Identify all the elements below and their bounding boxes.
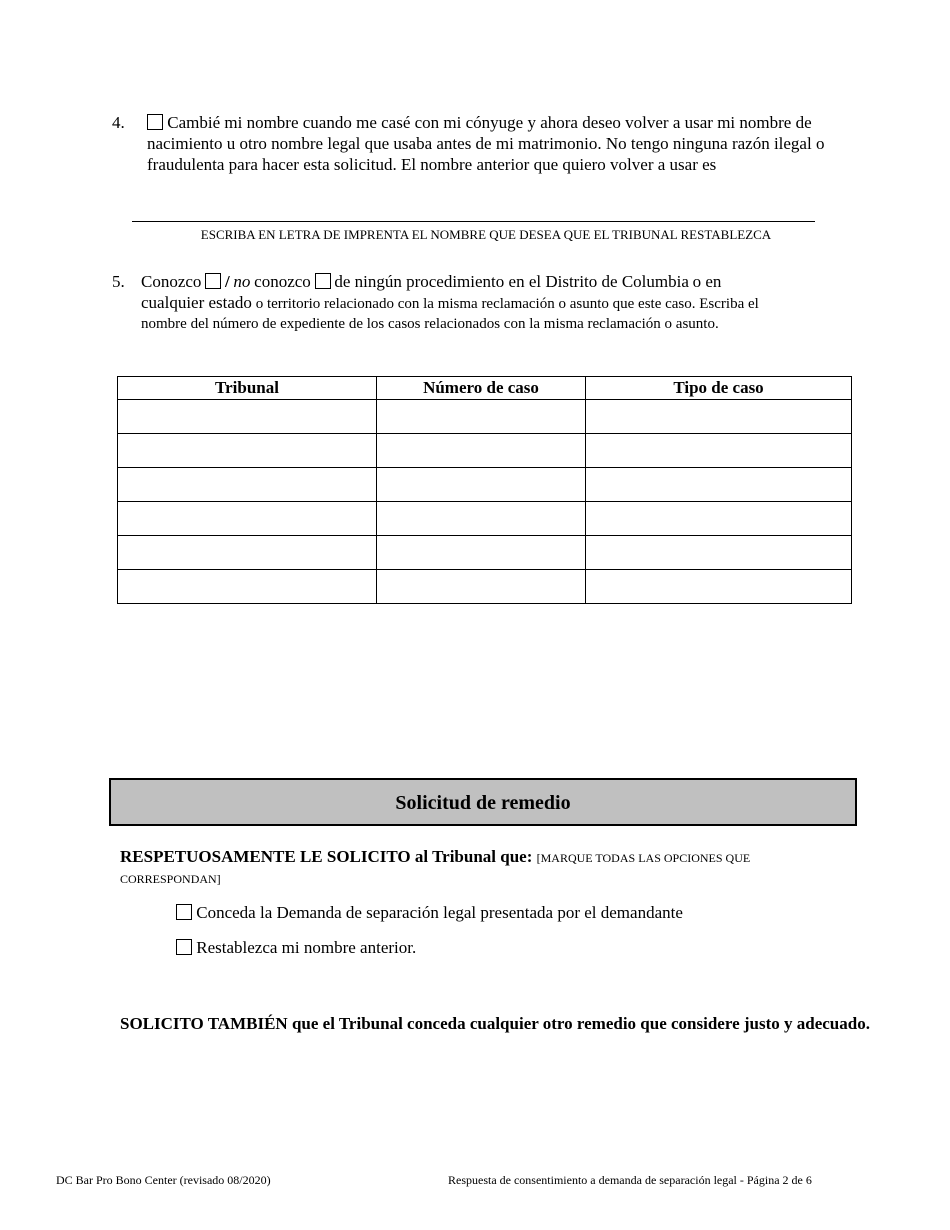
table-row — [118, 468, 852, 502]
former-name-caption: ESCRIBA EN LETRA DE IMPRENTA EL NOMBRE QUE DESEA QUE EL TRIBUNAL RESTABLEZCA — [200, 227, 772, 242]
header-tribunal: Tribunal — [118, 377, 377, 400]
footer-left: DC Bar Pro Bono Center (revisado 08/2020) — [56, 1173, 271, 1187]
item-5-line2: o en cualquier estado — [141, 272, 722, 312]
table-header-row — [118, 377, 852, 400]
table-cell[interactable] — [586, 570, 852, 604]
table-cell[interactable] — [377, 468, 586, 502]
remedy-option-grant[interactable] — [176, 903, 683, 923]
table-cell[interactable] — [586, 468, 852, 502]
header-case-type: Tipo de caso — [586, 377, 852, 400]
table-row — [118, 434, 852, 468]
table-cell[interactable] — [118, 468, 377, 502]
table-cell[interactable] — [377, 400, 586, 434]
table-cell[interactable] — [118, 570, 377, 604]
item-4-text-block — [147, 112, 877, 175]
item-5-number: 5. — [112, 272, 125, 291]
item-5-know-checkbox[interactable] — [205, 273, 221, 289]
remedy-section-title: Solicitud de remedio — [109, 778, 857, 826]
header-case-number: Número de caso — [377, 377, 586, 400]
related-cases-table — [117, 376, 852, 604]
table-row — [118, 400, 852, 434]
table-cell[interactable] — [586, 434, 852, 468]
table-cell[interactable] — [377, 536, 586, 570]
item-5-slash: / — [224, 272, 230, 291]
table-row — [118, 570, 852, 604]
remedy-request-lead — [120, 847, 840, 889]
remedy-option-restore-name-checkbox[interactable] — [176, 939, 192, 955]
remedy-option-restore-name[interactable] — [176, 938, 416, 958]
item-5-text-block — [141, 272, 781, 334]
footer-right: Respuesta de consentimiento a demanda de separación legal - Página 2 de 6 — [448, 1173, 812, 1187]
table-cell[interactable] — [118, 434, 377, 468]
item-4-number: 4. — [112, 113, 125, 132]
remedy-lead-instruction: [MARQUE TODAS LAS OPCIONES QUE CORRESPONDAN] — [120, 851, 751, 886]
former-name-input-line[interactable] — [132, 221, 815, 222]
remedy-lead-bold: RESPETUOSAMENTE LE SOLICITO al Tribunal que: — [120, 847, 533, 866]
table-cell[interactable] — [118, 502, 377, 536]
remedy-option-restore-name-label: Restablezca mi nombre anterior. — [196, 938, 417, 957]
table-cell[interactable] — [586, 400, 852, 434]
table-cell[interactable] — [586, 536, 852, 570]
item-5-rest: de ningún procedimiento en el Distrito de Columbia — [334, 272, 689, 291]
item-5-know2: conozco — [254, 272, 311, 291]
remedy-option-grant-label: Conceda la Demanda de separación legal presentada por el demandante — [196, 903, 683, 922]
table-cell[interactable] — [118, 400, 377, 434]
item-4-text: Cambié mi nombre cuando me casé con mi cónyuge y ahora deseo volver a usar mi nombre de nacimiento u otro nombre legal que usaba antes de mi matrimonio. No tengo ninguna razón ilegal o fraudulenta para hacer esta solicitud. El nombre anterior que quiero volver a usar es — [147, 113, 825, 174]
table-row — [118, 502, 852, 536]
table-cell[interactable] — [377, 434, 586, 468]
item-5-line2-rest: o territorio relacionado con la misma reclamación o asunto que este caso. Escriba el nombre del número de expediente de los casos relacionados con la misma reclamación o asunto. — [141, 296, 759, 332]
remedy-option-grant-checkbox[interactable] — [176, 904, 192, 920]
item-5-no: no — [233, 272, 251, 291]
item-5-not-know-checkbox[interactable] — [315, 273, 331, 289]
table-row — [118, 536, 852, 570]
item-5-know: Conozco — [141, 272, 202, 291]
table-cell[interactable] — [377, 570, 586, 604]
table-cell[interactable] — [377, 502, 586, 536]
table-cell[interactable] — [586, 502, 852, 536]
table-cell[interactable] — [118, 536, 377, 570]
item-4-checkbox[interactable] — [147, 114, 163, 130]
remedy-also-request: SOLICITO TAMBIÉN que el Tribunal conceda cualquier otro remedio que considere justo y adecuado. — [120, 1014, 870, 1033]
